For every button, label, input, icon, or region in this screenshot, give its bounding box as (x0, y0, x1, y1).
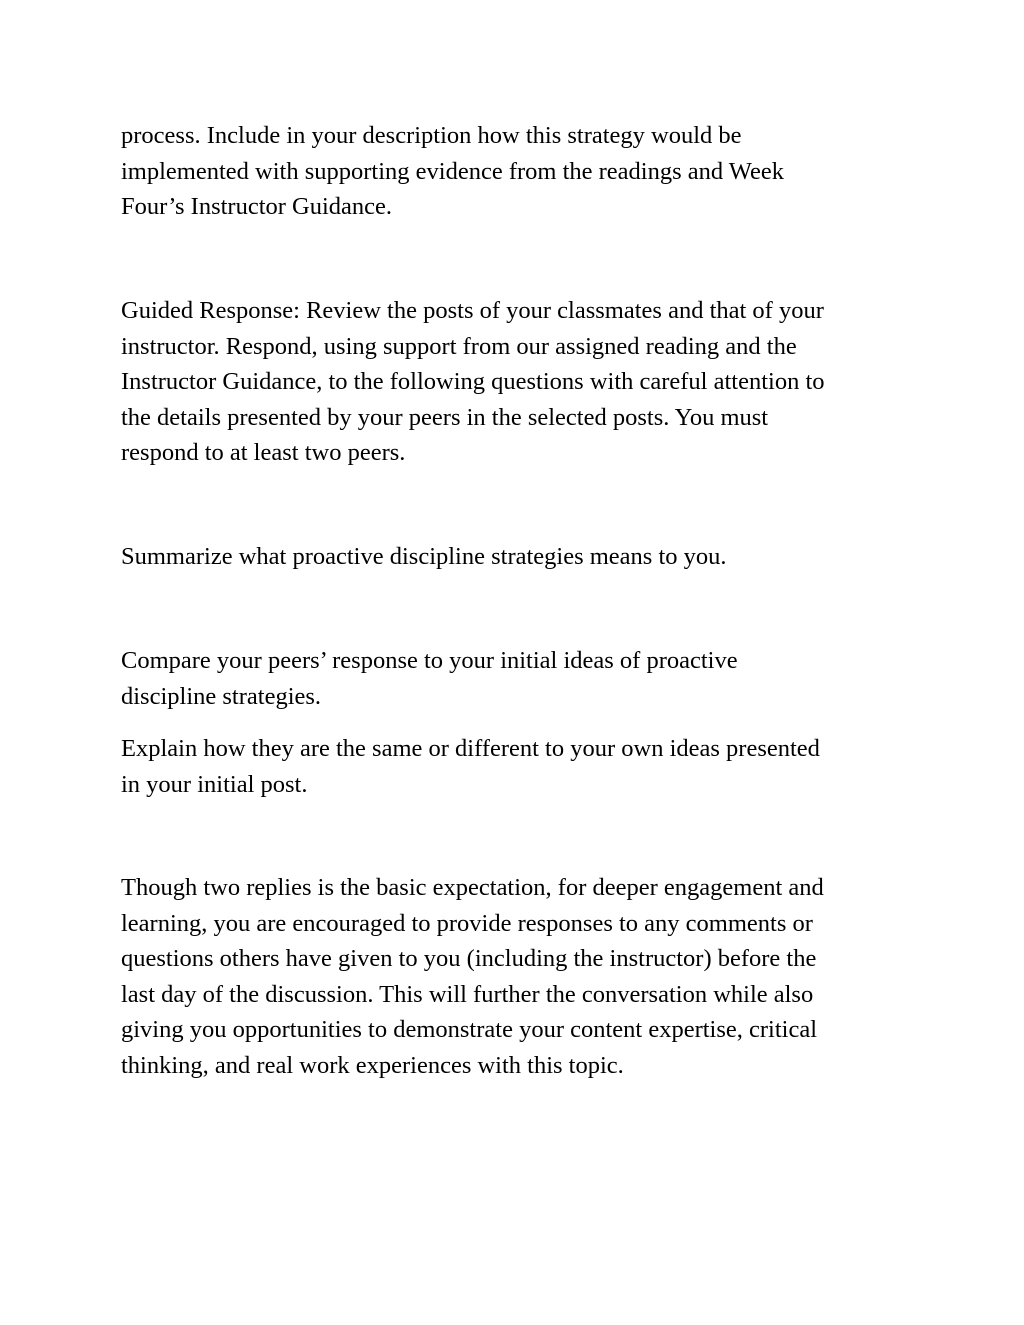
text-line: respond to at least two peers. (121, 439, 406, 466)
paragraph-explain (121, 731, 911, 802)
text-line: discipline strategies. (121, 682, 322, 710)
text-line: giving you opportunities to demonstrate your content expertise, critical (121, 1016, 818, 1043)
text-line: questions others have given to you (including the instructor) before the (121, 945, 817, 972)
text-line: in your initial post. (121, 770, 308, 798)
text-line: Though two replies is the basic expectation, for deeper engagement and (121, 874, 824, 901)
text-line: Guided Response: Review the posts of your classmates and that of your (121, 297, 824, 324)
text-line: learning, you are encouraged to provide responses to any comments or (121, 909, 813, 937)
text-line: Instructor Guidance, to the following questions with careful attention to (121, 368, 825, 395)
text-line: Four’s Instructor Guidance. (121, 193, 393, 220)
text-line: Compare your peers’ response to your initial ideas of proactive (121, 647, 738, 674)
paragraph-guided-response (121, 293, 911, 471)
text-line: process. Include in your description how this strategy would be (121, 122, 742, 149)
text-line: Summarize what proactive discipline strategies means to you. (121, 543, 727, 570)
text-line: thinking, and real work experiences with this topic. (121, 1051, 624, 1079)
text-line: instructor. Respond, using support from our assigned reading and the (121, 332, 797, 360)
paragraph-compare (121, 643, 911, 714)
text-line: implemented with supporting evidence from the readings and Week (121, 157, 784, 185)
text-line: the details presented by your peers in the selected posts. You must (121, 403, 769, 431)
text-line: Explain how they are the same or different to your own ideas presented (121, 735, 820, 762)
paragraph-engagement (121, 870, 911, 1083)
paragraph-strategy-description (121, 118, 911, 225)
text-line: last day of the discussion. This will further the conversation while also (121, 980, 814, 1008)
paragraph-summarize (121, 539, 911, 575)
